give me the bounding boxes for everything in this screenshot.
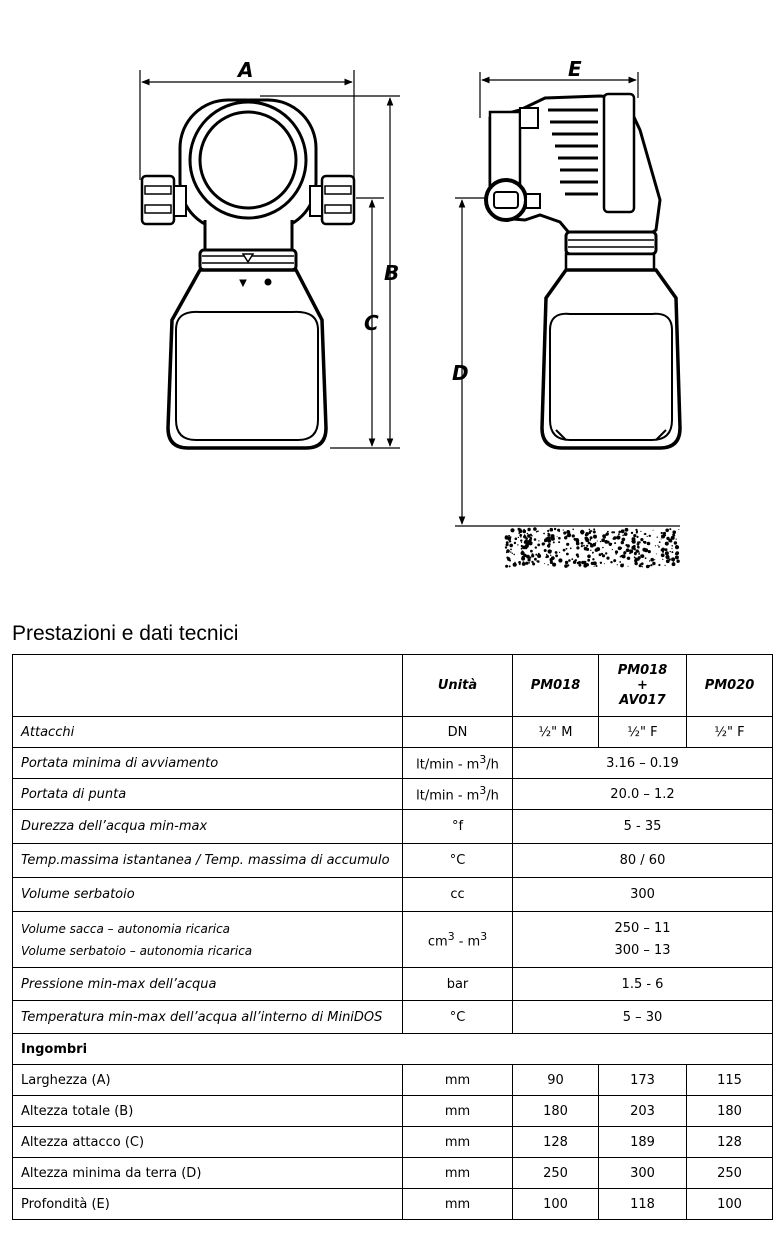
row-value: 5 - 35 — [513, 810, 773, 844]
row-label: Pressione min-max dell’acqua — [13, 968, 403, 1001]
dim-label-a: A — [238, 58, 254, 82]
row-value: 300 — [513, 878, 773, 912]
row-value-volume — [513, 912, 773, 968]
row-unit: mm — [403, 1096, 513, 1127]
header-pm018: PM018 — [513, 655, 599, 717]
row-unit: $lt/\min - m^3/h$ — [403, 748, 513, 779]
row-label: Temperatura min-max dell’acqua all’interno di MiniDOS — [13, 1001, 403, 1034]
row-value-volume-serbatoio: 300 – 13 — [614, 942, 671, 958]
row-value-pm020: 250 — [687, 1158, 773, 1189]
row-label-volume — [13, 912, 403, 968]
table-row — [13, 912, 773, 968]
table-row — [13, 1158, 773, 1189]
row-value-pm018-av017: 203 — [599, 1096, 687, 1127]
row-unit: mm — [403, 1127, 513, 1158]
row-unit: cc — [403, 878, 513, 912]
header-av017-line: AV017 — [619, 693, 666, 708]
table-row — [13, 1096, 773, 1127]
dim-label-b: B — [384, 261, 400, 285]
row-value-pm018-av017: 189 — [599, 1127, 687, 1158]
row-unit: °C — [403, 844, 513, 878]
row-value-volume-sacca: 250 – 11 — [614, 920, 671, 936]
row-value-pm020: 115 — [687, 1065, 773, 1096]
technical-drawing — [0, 0, 783, 600]
row-value-pm020: ½" F — [687, 717, 773, 748]
row-unit: mm — [403, 1158, 513, 1189]
header-pm020: PM020 — [687, 655, 773, 717]
row-value-pm018: 90 — [513, 1065, 599, 1096]
row-label: Altezza minima da terra (D) — [13, 1158, 403, 1189]
table-row — [13, 1127, 773, 1158]
header-pm018-av017 — [599, 655, 687, 717]
front-view — [142, 100, 354, 448]
dim-label-e: E — [568, 57, 582, 81]
row-label: Altezza attacco (C) — [13, 1127, 403, 1158]
row-label: Portata di punta — [13, 779, 403, 810]
ground-hatch — [505, 527, 680, 568]
row-value-pm018: 250 — [513, 1158, 599, 1189]
row-value-pm018: 180 — [513, 1096, 599, 1127]
header-unit: Unità — [403, 655, 513, 717]
row-value: 80 / 60 — [513, 844, 773, 878]
table-row — [13, 1189, 773, 1220]
table-row — [13, 748, 773, 779]
table-row — [13, 968, 773, 1001]
dim-label-d: D — [452, 361, 469, 385]
header-plus-line: + — [637, 678, 648, 693]
row-value-pm018: 100 — [513, 1189, 599, 1220]
row-label: Portata minima di avviamento — [13, 748, 403, 779]
row-label: Profondità (E) — [13, 1189, 403, 1220]
row-unit: DN — [403, 717, 513, 748]
row-label: Volume serbatoio — [13, 878, 403, 912]
row-value: 1.5 - 6 — [513, 968, 773, 1001]
row-value-pm018: ½" M — [513, 717, 599, 748]
row-value-pm020: 128 — [687, 1127, 773, 1158]
table-row — [13, 1001, 773, 1034]
row-label: Durezza dell’acqua min-max — [13, 810, 403, 844]
table-row — [13, 1065, 773, 1096]
row-unit: mm — [403, 1189, 513, 1220]
row-value: 3.16 – 0.19 — [513, 748, 773, 779]
row-value-pm018-av017: 173 — [599, 1065, 687, 1096]
spec-table — [12, 654, 773, 1220]
table-row — [13, 717, 773, 748]
row-unit: °f — [403, 810, 513, 844]
row-label-volume-sacca: Volume sacca – autonomia ricarica — [21, 921, 231, 936]
header-empty-cell — [13, 655, 403, 717]
row-value-pm020: 100 — [687, 1189, 773, 1220]
table-header-row — [13, 655, 773, 717]
row-value-pm018: 128 — [513, 1127, 599, 1158]
row-label: Temp.massima istantanea / Temp. massima di accumulo — [13, 844, 403, 878]
row-unit: °C — [403, 1001, 513, 1034]
table-row — [13, 844, 773, 878]
row-value: 5 – 30 — [513, 1001, 773, 1034]
row-unit: $lt/\min - m^3/h$ — [403, 779, 513, 810]
row-value-pm018-av017: 118 — [599, 1189, 687, 1220]
row-value-pm020: 180 — [687, 1096, 773, 1127]
row-value-pm018-av017: ½" F — [599, 717, 687, 748]
section-label: Ingombri — [13, 1034, 773, 1065]
section-row-ingombri — [13, 1034, 773, 1065]
row-unit: $cm^3 - m^3$ — [403, 912, 513, 968]
section-title: Prestazioni e dati tecnici — [12, 622, 239, 645]
side-view — [486, 94, 680, 448]
row-unit: bar — [403, 968, 513, 1001]
row-label: Attacchi — [13, 717, 403, 748]
row-value: 20.0 – 1.2 — [513, 779, 773, 810]
dim-label-c: C — [364, 311, 379, 335]
table-row — [13, 878, 773, 912]
table-row — [13, 810, 773, 844]
row-value-pm018-av017: 300 — [599, 1158, 687, 1189]
table-row — [13, 779, 773, 810]
row-label-volume-serbatoio: Volume serbatoio – autonomia ricarica — [21, 943, 253, 958]
row-unit: mm — [403, 1065, 513, 1096]
row-label: Larghezza (A) — [13, 1065, 403, 1096]
header-pm018-line1: PM018 — [617, 663, 668, 678]
row-label: Altezza totale (B) — [13, 1096, 403, 1127]
